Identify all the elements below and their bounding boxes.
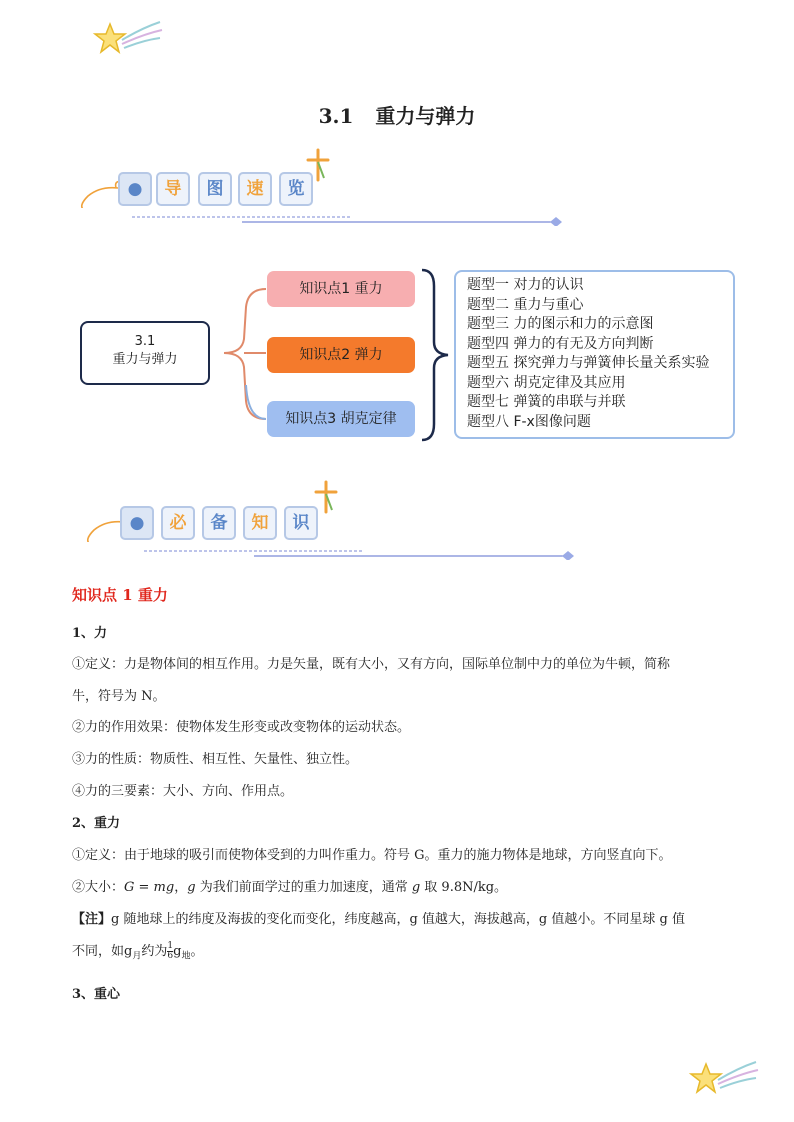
knowledge-point-1: 知识点1 重力 <box>267 271 415 307</box>
mindmap-root <box>80 321 210 385</box>
knowledge-point-3: 知识点3 胡克定律 <box>267 401 415 437</box>
banner-tile: 知 <box>243 506 277 540</box>
divider-line <box>144 548 584 560</box>
sparkle-icon <box>314 480 338 514</box>
kp1-heading: 知识点 1 重力 <box>72 586 168 604</box>
paragraph: ③力的性质：物质性、相互性、矢量性、独立性。 <box>72 752 359 767</box>
note-tag: 【注】 <box>72 912 112 927</box>
banner-tile: 识 <box>284 506 318 540</box>
star-decoration-icon <box>92 16 164 58</box>
question-type-item: 题型二 重力与重心 <box>467 296 584 313</box>
note-paragraph: 【注】g 随地球上的纬度及海拔的变化而变化，纬度越高，g 值越大，海拔越高，g 值越小。不同星球 g 值 <box>72 912 685 927</box>
question-type-item: 题型六 胡克定律及其应用 <box>467 374 626 391</box>
banner-tile: 必 <box>161 506 195 540</box>
page-title <box>0 100 794 129</box>
banner-tile: 导 <box>156 172 190 206</box>
title-text: 重力与弹力 <box>375 104 476 128</box>
section-heading: 2、重力 <box>72 816 121 831</box>
question-type-item: 题型三 力的图示和力的示意图 <box>467 316 654 332</box>
paragraph: ②力的作用效果：使物体发生形变或改变物体的运动状态。 <box>72 720 411 735</box>
banner-tile: 备 <box>202 506 236 540</box>
question-type-item: 题型七 弹簧的串联与并联 <box>467 394 626 410</box>
paragraph: ①定义：由于地球的吸引而使物体受到的力叫作重力。符号 G。重力的施力物体是地球，方向竖直向下。 <box>72 848 672 863</box>
banner-ball-icon: ● <box>118 172 152 206</box>
question-type-item: 题型五 探究弹力与弹簧伸长量关系实验 <box>467 355 710 371</box>
knowledge-point-2: 知识点2 弹力 <box>267 337 415 373</box>
paragraph: ④力的三要素：大小、方向、作用点。 <box>72 784 294 799</box>
formula: G = mg <box>124 880 175 895</box>
section-heading: 1、力 <box>72 626 108 641</box>
section-banner-knowledge <box>84 478 584 564</box>
paragraph: ②大小：G = mg，g 为我们前面学过的重力加速度，通常 g 取 9.8N/kg。 <box>72 880 508 895</box>
question-type-item: 题型四 弹力的有无及方向判断 <box>467 335 654 352</box>
mindmap-brace-right <box>418 266 454 444</box>
note-paragraph-cont: 不同，如$g_月$约为 $\frac{1}{6}$ $g_地$。 <box>72 941 204 962</box>
banner-tile: 图 <box>198 172 232 206</box>
section-heading: 3、重心 <box>72 987 121 1002</box>
root-number: 3.1 <box>134 334 156 349</box>
paragraph: 牛，符号为 N。 <box>72 689 166 704</box>
banner-ball-icon: ● <box>120 506 154 540</box>
star-decoration-icon <box>688 1056 760 1098</box>
paragraph: ①定义：力是物体间的相互作用。力是矢量，既有大小，又有方向，国际单位制中力的单位为牛顿，简称 <box>72 657 671 672</box>
mindmap-bracket-left <box>210 285 270 425</box>
question-type-item: 题型一 对力的认识 <box>467 277 584 293</box>
question-type-item: 题型八 F-x图像问题 <box>467 413 591 430</box>
banner-tile: 览 <box>279 172 313 206</box>
banner-tile: 速 <box>238 172 272 206</box>
root-title: 重力与弹力 <box>112 352 178 367</box>
section-banner-overview <box>78 148 578 230</box>
question-type-list <box>454 270 735 439</box>
title-number: 3.1 <box>318 104 354 128</box>
sparkle-icon <box>306 148 330 182</box>
divider-line <box>132 214 572 226</box>
